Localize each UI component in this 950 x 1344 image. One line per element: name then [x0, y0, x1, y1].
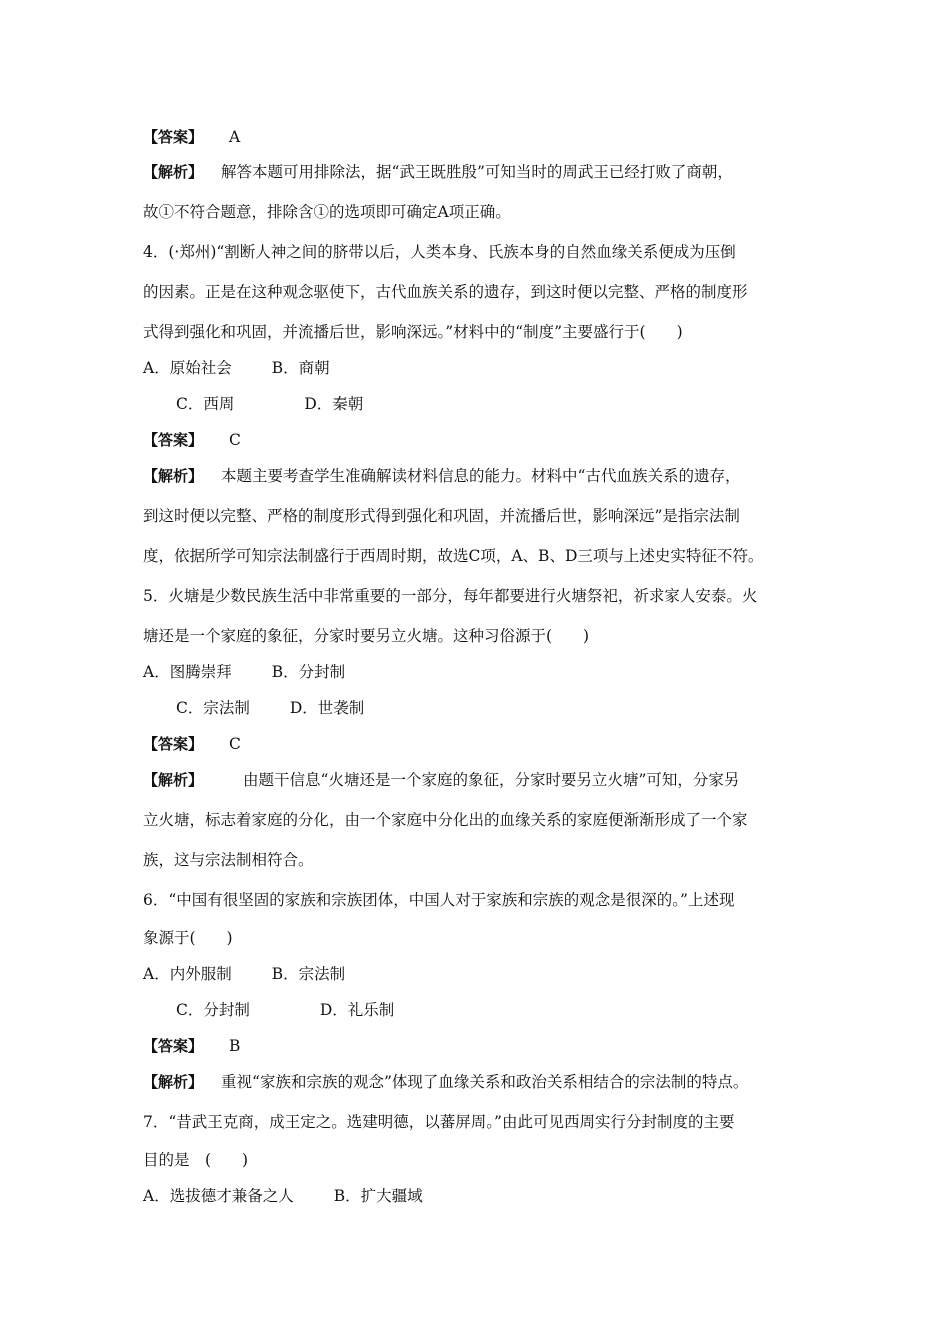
analysis-tag: 【解析】 [143, 771, 204, 789]
analysis-line [143, 160, 823, 184]
option-a: A．原始社会 [143, 359, 232, 377]
question-stem-line: 象源于( ) [143, 929, 233, 947]
answer-value: B [229, 1037, 241, 1055]
option-d: D．礼乐制 [319, 1001, 395, 1019]
option-row [143, 660, 823, 684]
question-stem-line: 5．火塘是少数民族生活中非常重要的一部分，每年都要进行火塘祭祀，祈求家人安泰。火 [143, 587, 758, 605]
analysis-text: 重视“家族和宗族的观念”体现了血缘关系和政治关系相结合的宗法制的特点。 [221, 1073, 749, 1091]
question-stem-line: 4．(·郑州)“割断人神之间的脐带以后，人类本身、氏族本身的自然血缘关系便成为压倒 [143, 243, 736, 261]
option-a: A．选拔德才兼备之人 [143, 1187, 294, 1205]
answer-value: A [229, 128, 241, 146]
option-a: A．图腾崇拜 [143, 663, 232, 681]
option-row [143, 962, 823, 986]
question-stem-line: 目的是 ( ) [143, 1151, 249, 1169]
option-b: B．宗法制 [271, 965, 346, 983]
answer-tag: 【答案】 [143, 1037, 204, 1055]
option-row [176, 998, 856, 1022]
question-stem-line: 塘还是一个家庭的象征，分家时要另立火塘。这种习俗源于( ) [143, 627, 590, 645]
answer-line [143, 732, 823, 756]
option-row [176, 392, 856, 416]
analysis-line: 故①不符合题意，排除含①的选项即可确定A项正确。 [143, 203, 511, 221]
option-row [143, 356, 823, 380]
question-stem-line: 的因素。正是在这种观念驱使下，古代血族关系的遗存，到这时便以完整、严格的制度形 [143, 283, 748, 301]
analysis-line: 到这时便以完整、严格的制度形式得到强化和巩固，并流播后世，影响深远”是指宗法制 [143, 507, 740, 525]
analysis-line: 度，依据所学可知宗法制盛行于西周时期，故选C项，A、B、D三项与上述史实特征不符。 [143, 547, 764, 565]
analysis-line: 立火塘，标志着家庭的分化，由一个家庭中分化出的血缘关系的家庭便渐渐形成了一个家 [143, 811, 748, 829]
answer-tag: 【答案】 [143, 128, 204, 146]
answer-line [143, 428, 823, 452]
option-b: B．扩大疆域 [333, 1187, 423, 1205]
analysis-tag: 【解析】 [143, 467, 204, 485]
analysis-text: 解答本题可用排除法，据“武王既胜殷”可知当时的周武王已经打败了商朝， [221, 163, 733, 181]
option-row [143, 1184, 823, 1208]
option-c: C．分封制 [176, 1001, 250, 1019]
option-b: B．分封制 [271, 663, 346, 681]
answer-tag: 【答案】 [143, 431, 204, 449]
answer-line [143, 125, 823, 149]
analysis-line [143, 1070, 823, 1094]
answer-value: C [229, 735, 241, 753]
option-d: D．秦朝 [304, 395, 364, 413]
analysis-tag: 【解析】 [143, 1073, 204, 1091]
analysis-line [143, 768, 823, 792]
option-c: C．宗法制 [176, 699, 250, 717]
option-b: B．商朝 [271, 359, 330, 377]
option-c: C．西周 [176, 395, 235, 413]
answer-line [143, 1034, 823, 1058]
question-stem-line: 6．“中国有很坚固的家族和宗族团体，中国人对于家族和宗族的观念是很深的。”上述现 [143, 891, 735, 909]
analysis-line: 族，这与宗法制相符合。 [143, 851, 314, 869]
option-row [176, 696, 856, 720]
analysis-line [143, 464, 823, 488]
analysis-tag: 【解析】 [143, 163, 204, 181]
analysis-text: 由题干信息“火塘还是一个家庭的象征，分家时要另立火塘”可知，分家另 [243, 771, 740, 789]
answer-value: C [229, 431, 241, 449]
analysis-text: 本题主要考查学生准确解读材料信息的能力。材料中“古代血族关系的遗存， [221, 467, 741, 485]
option-d: D．世袭制 [289, 699, 365, 717]
question-stem-line: 式得到强化和巩固，并流播后世，影响深远。”材料中的“制度”主要盛行于( ) [143, 323, 683, 341]
question-stem-line: 7．“昔武王克商，成王定之。选建明德，以蕃屏周。”由此可见西周实行分封制度的主要 [143, 1113, 735, 1131]
option-a: A．内外服制 [143, 965, 232, 983]
answer-tag: 【答案】 [143, 735, 204, 753]
